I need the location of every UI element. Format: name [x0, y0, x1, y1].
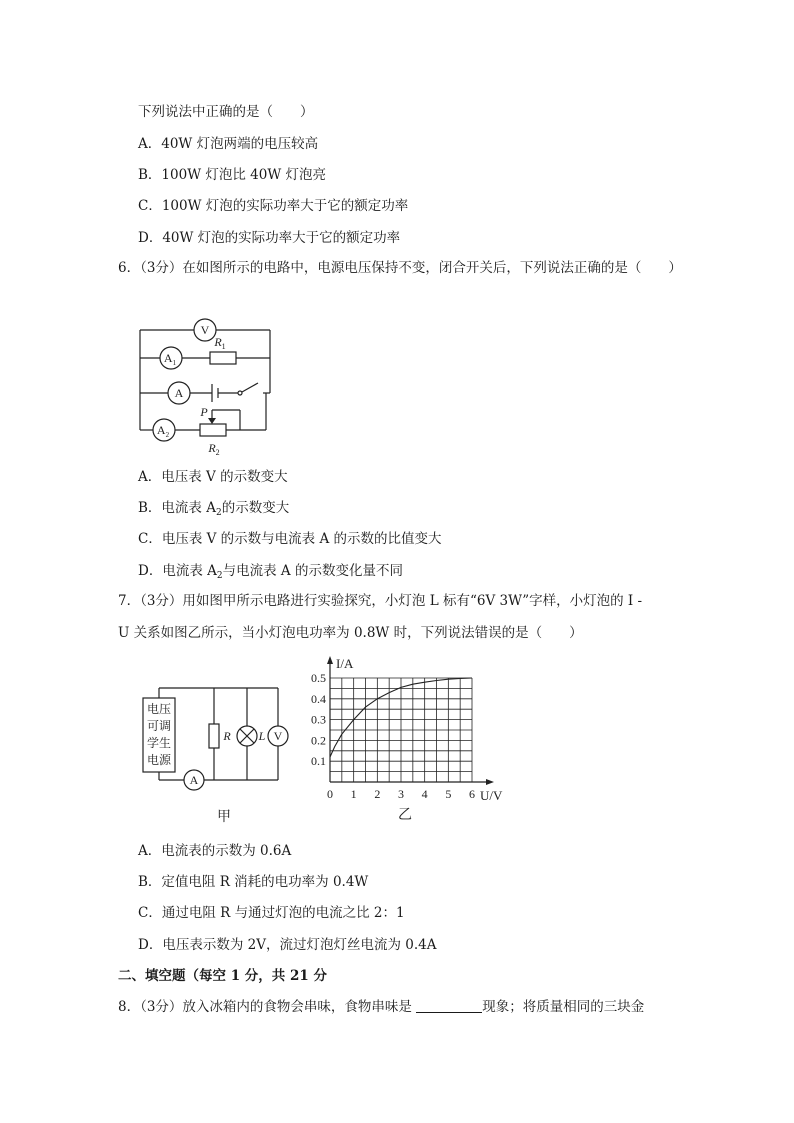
x-tick-label: 6 — [469, 787, 475, 801]
q5-option-a: A．40W 灯泡两端的电压较高 — [138, 136, 319, 152]
q5-option-d: D．40W 灯泡的实际功率大于它的额定功率 — [138, 230, 401, 246]
x-axis-label: U/V — [480, 788, 503, 803]
q7-lamp-label: L — [258, 729, 266, 743]
q7-option-a: A．电流表的示数为 0.6A — [138, 843, 292, 859]
q7-voltmeter-label: V — [273, 729, 283, 743]
q6-option-d: D．电流表 $A_2$与电流表 A 的示数变化量不同 — [138, 563, 403, 581]
q7-caption-jia: 甲 — [217, 810, 231, 825]
q6-r1-label: $R_1$ — [214, 335, 226, 351]
y-tick-label: 0.3 — [311, 712, 326, 727]
q7-caption-yi: 乙 — [398, 808, 412, 823]
y-tick-label: 0.1 — [311, 754, 326, 769]
q8-answer-blank[interactable] — [416, 998, 482, 1013]
x-tick-label: 4 — [421, 787, 428, 801]
q6-slider-label: P — [200, 405, 208, 419]
q6-r2-label: $R_2$ — [208, 441, 220, 457]
q7-stem-line1: 7．（3分）用如图甲所示电路进行实验探究，小灯泡 L 标有“6V 3W”字样，小灯泡的 I - — [118, 593, 643, 609]
q8-stem: 8．（3分）放入冰箱内的食物会串味，食物串味是 现象；将质量相同的三块金 — [118, 999, 645, 1015]
q7-option-c: C．通过电阻 R 与通过灯泡的电流之比 2：1 — [138, 905, 405, 921]
q7-source-label-3: 学生 — [146, 736, 172, 750]
q7-source-label-4: 电源 — [146, 753, 172, 767]
y-tick-label: 0.2 — [311, 733, 326, 748]
q6-ammeter1-label: $A_1$ — [163, 351, 177, 367]
q6-voltmeter-label: V — [200, 323, 210, 337]
section-2-heading: 二、填空题（每空 1 分，共 21 分 — [118, 968, 327, 984]
q6-option-c: C．电压表 V 的示数与电流表 A 的示数的比值变大 — [138, 531, 442, 547]
q6-circuit-diagram — [130, 312, 280, 462]
x-tick-label: 3 — [398, 787, 404, 801]
q6-ammeter-main-label: A — [174, 386, 184, 400]
x-tick-label: 0 — [327, 787, 333, 801]
q6-option-a: A．电压表 V 的示数变大 — [138, 469, 288, 485]
q6-ammeter2-label: $A_2$ — [156, 423, 170, 439]
q6-option-b: B．电流表 $A_2$的示数变大 — [138, 500, 290, 518]
q7-option-b: B．定值电阻 R 消耗的电功率为 0.4W — [138, 874, 369, 890]
q7-option-d: D．电压表示数为 2V，流过灯泡灯丝电流为 0.4A — [138, 937, 437, 953]
q7-iu-chart — [300, 652, 520, 828]
q5-option-b: B．100W 灯泡比 40W 灯泡亮 — [138, 167, 326, 183]
q7-resistor-label: R — [223, 729, 231, 743]
x-tick-label: 1 — [350, 787, 357, 801]
x-tick-label: 5 — [445, 787, 452, 801]
q7-source-label-1: 电压 — [146, 702, 172, 716]
q7-source-label-2: 可调 — [146, 719, 172, 733]
q7-circuit-jia — [136, 686, 296, 828]
x-tick-label: 2 — [374, 787, 381, 801]
q5-option-c: C．100W 灯泡的实际功率大于它的额定功率 — [138, 198, 409, 214]
q7-stem-line2: U 关系如图乙所示，当小灯泡电功率为 0.8W 时，下列说法错误的是（ ） — [118, 625, 583, 641]
y-axis-arrow — [327, 656, 333, 664]
q7-ammeter-label: A — [189, 773, 199, 787]
y-tick-label: 0.4 — [311, 691, 326, 706]
q6-stem: 6．（3分）在如图所示的电路中，电源电压保持不变，闭合开关后，下列说法正确的是（ ） — [118, 260, 682, 276]
y-axis-label: I/A — [336, 656, 354, 671]
y-tick-label: 0.5 — [311, 671, 326, 685]
q5-stem: 下列说法中正确的是（ ） — [138, 104, 314, 120]
x-axis-arrow — [486, 779, 494, 785]
